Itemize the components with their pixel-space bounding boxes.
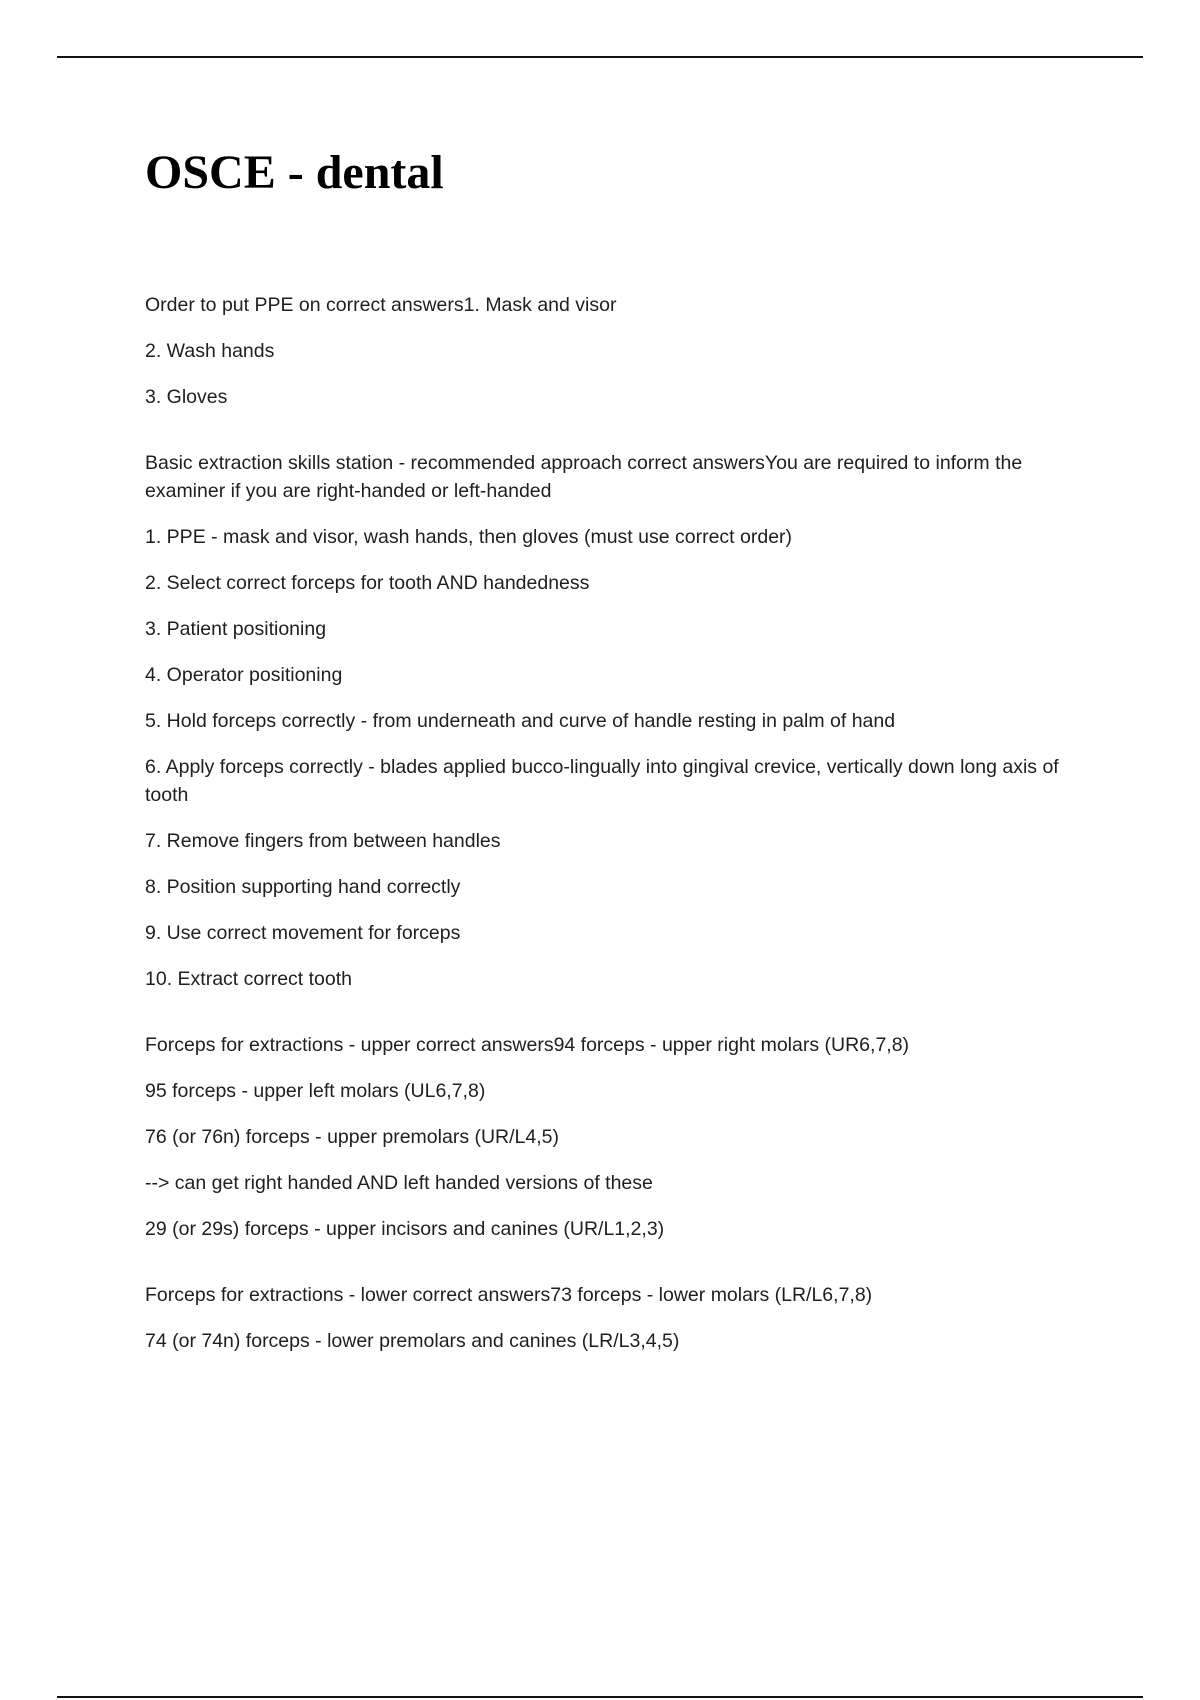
document-body bbox=[145, 291, 1080, 1393]
paragraph: 6. Apply forceps correctly - blades applied bucco-lingually into gingival crevice, vertically down long axis of tooth bbox=[145, 756, 1059, 806]
paragraph: 3. Gloves bbox=[145, 386, 228, 408]
paragraph: 5. Hold forceps correctly - from underneath and curve of handle resting in palm of hand bbox=[145, 710, 896, 732]
paragraph: Forceps for extractions - lower correct answers73 forceps - lower molars (LR/L6,7,8) bbox=[145, 1284, 873, 1306]
section-forceps-upper bbox=[145, 1031, 1080, 1243]
paragraph: 1. PPE - mask and visor, wash hands, then gloves (must use correct order) bbox=[145, 526, 793, 548]
section-forceps-lower bbox=[145, 1281, 1080, 1355]
paragraph: 95 forceps - upper left molars (UL6,7,8) bbox=[145, 1080, 486, 1102]
paragraph: 2. Select correct forceps for tooth AND handedness bbox=[145, 572, 590, 594]
paragraph: 29 (or 29s) forceps - upper incisors and canines (UR/L1,2,3) bbox=[145, 1218, 665, 1240]
paragraph: 76 (or 76n) forceps - upper premolars (UR/L4,5) bbox=[145, 1126, 560, 1148]
page-title: OSCE - dental bbox=[145, 146, 444, 199]
paragraph: Basic extraction skills station - recommended approach correct answersYou are required to inform the examiner if you are right-handed or left-handed bbox=[145, 452, 1023, 502]
paragraph: --> can get right handed AND left handed versions of these bbox=[145, 1172, 653, 1194]
paragraph: Forceps for extractions - upper correct answers94 forceps - upper right molars (UR6,7,8) bbox=[145, 1034, 910, 1056]
paragraph: 74 (or 74n) forceps - lower premolars and canines (LR/L3,4,5) bbox=[145, 1330, 680, 1352]
top-divider bbox=[57, 56, 1143, 58]
paragraph: Order to put PPE on correct answers1. Mask and visor bbox=[145, 294, 617, 316]
section-ppe-order bbox=[145, 291, 1080, 411]
paragraph: 8. Position supporting hand correctly bbox=[145, 876, 461, 898]
bottom-divider bbox=[57, 1696, 1143, 1698]
paragraph: 10. Extract correct tooth bbox=[145, 968, 353, 990]
paragraph: 9. Use correct movement for forceps bbox=[145, 922, 461, 944]
section-extraction-approach bbox=[145, 449, 1080, 993]
paragraph: 7. Remove fingers from between handles bbox=[145, 830, 501, 852]
paragraph: 3. Patient positioning bbox=[145, 618, 327, 640]
paragraph: 4. Operator positioning bbox=[145, 664, 343, 686]
paragraph: 2. Wash hands bbox=[145, 340, 275, 362]
